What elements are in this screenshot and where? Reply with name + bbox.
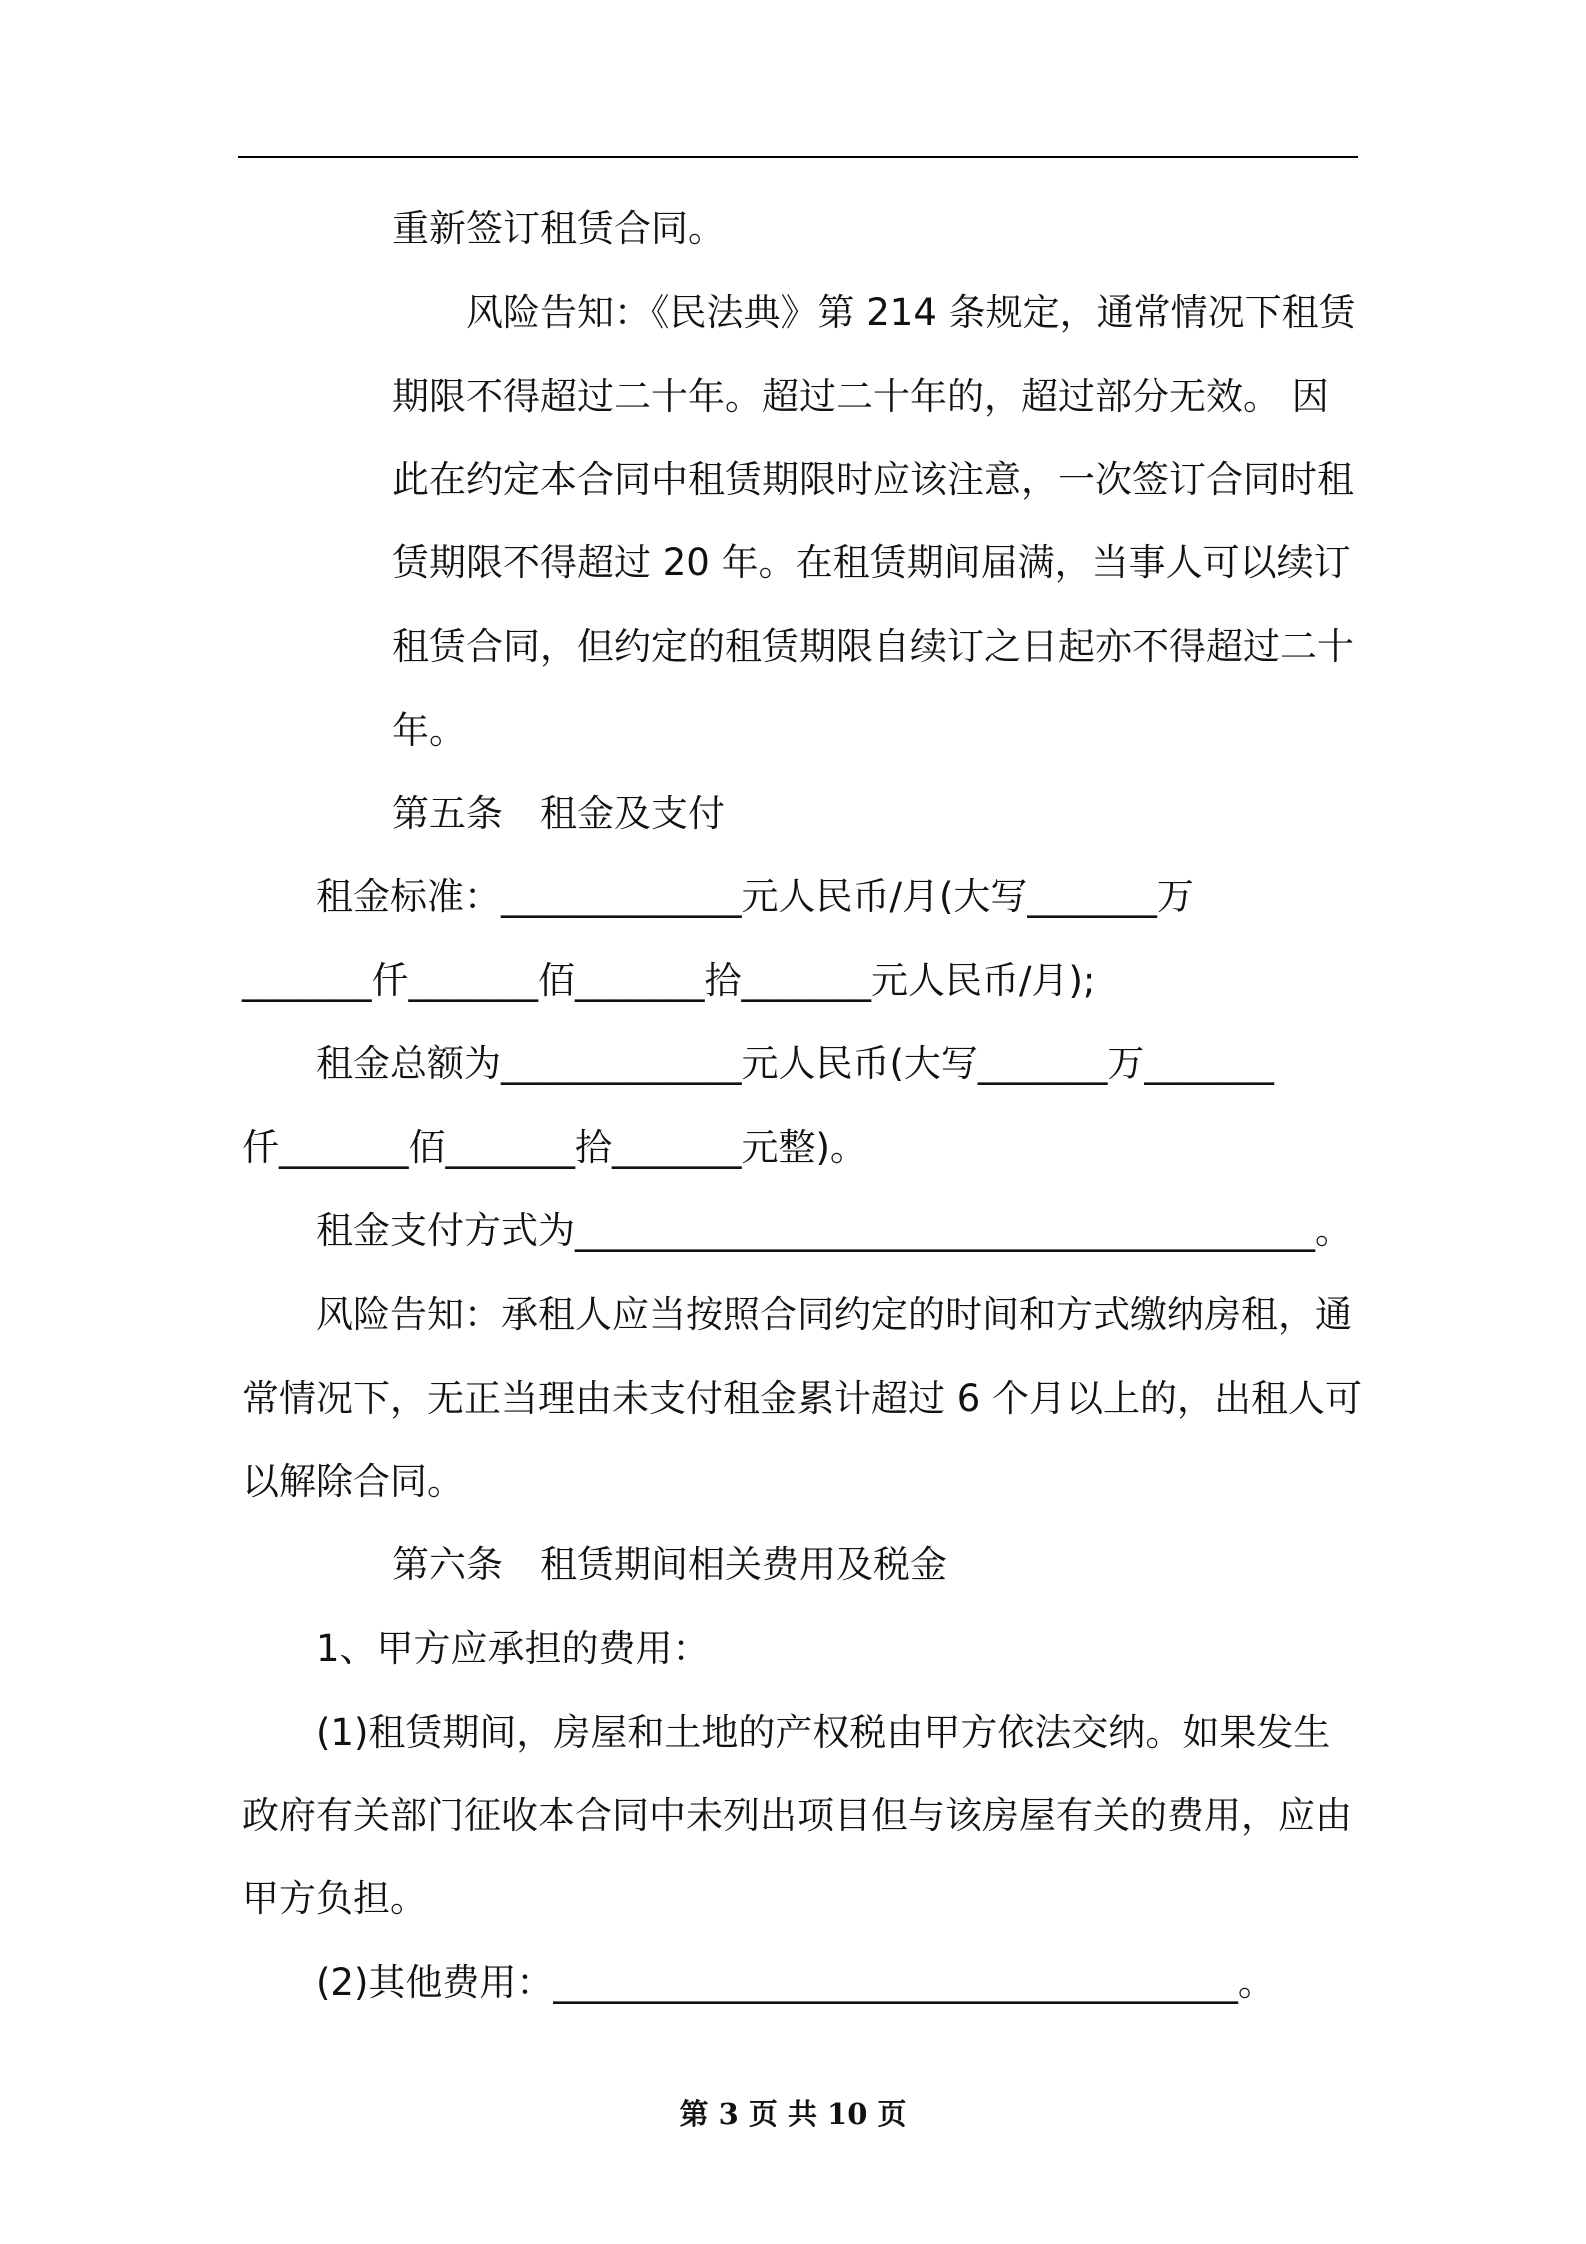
risk-notice-line: 风险告知：承租人应当按照合同约定的时间和方式缴纳房租，通 (316, 1293, 1352, 1336)
rent-total-line: 租金总额为_____________元人民币(大写_______万_______ (316, 1042, 1274, 1085)
text-line: 此在约定本合同中租赁期限时应该注意，一次签订合同时租 (392, 458, 1354, 501)
header-rule (238, 156, 1358, 158)
text-line: 期限不得超过二十年。超过二十年的，超过部分无效。 因 (392, 375, 1329, 418)
text-line: 重新签订租赁合同。 (392, 207, 725, 250)
other-fees-line: (2)其他费用：_____________________________________。 (316, 1961, 1275, 2004)
risk-notice-line: 风险告知：《民法典》第 214 条规定，通常情况下租赁 (466, 291, 1356, 334)
clause-heading: 1、甲方应承担的费用： (316, 1627, 710, 1670)
text-line: 赁期限不得超过 20 年。在租赁期间届满，当事人可以续订 (392, 541, 1351, 584)
page-number: 第 3 页 共 10 页 (679, 2097, 907, 2131)
text-line: 常情况下，无正当理由未支付租金累计超过 6 个月以上的，出租人可 (242, 1377, 1363, 1420)
article-heading: 第五条 租金及支付 (392, 792, 725, 835)
text-line: 租赁合同，但约定的租赁期限自续订之日起亦不得超过二十 (392, 625, 1354, 668)
text-line: 以解除合同。 (242, 1460, 464, 1503)
rent-standard-line: 租金标准：_____________元人民币/月(大写_______万 (316, 875, 1194, 918)
text-line: (1)租赁期间，房屋和土地的产权税由甲方依法交纳。如果发生 (316, 1711, 1331, 1754)
payment-method-line: 租金支付方式为________________________________________。 (316, 1209, 1352, 1252)
text-line: 甲方负担。 (242, 1877, 427, 1920)
article-heading: 第六条 租赁期间相关费用及税金 (392, 1543, 947, 1586)
text-line: 年。 (392, 709, 466, 752)
text-line: 仟_______佰_______拾_______元整)。 (242, 1126, 867, 1169)
text-line: _______仟_______佰_______拾_______元人民币/月); (242, 959, 1096, 1002)
text-line: 政府有关部门征收本合同中未列出项目但与该房屋有关的费用，应由 (242, 1794, 1352, 1837)
